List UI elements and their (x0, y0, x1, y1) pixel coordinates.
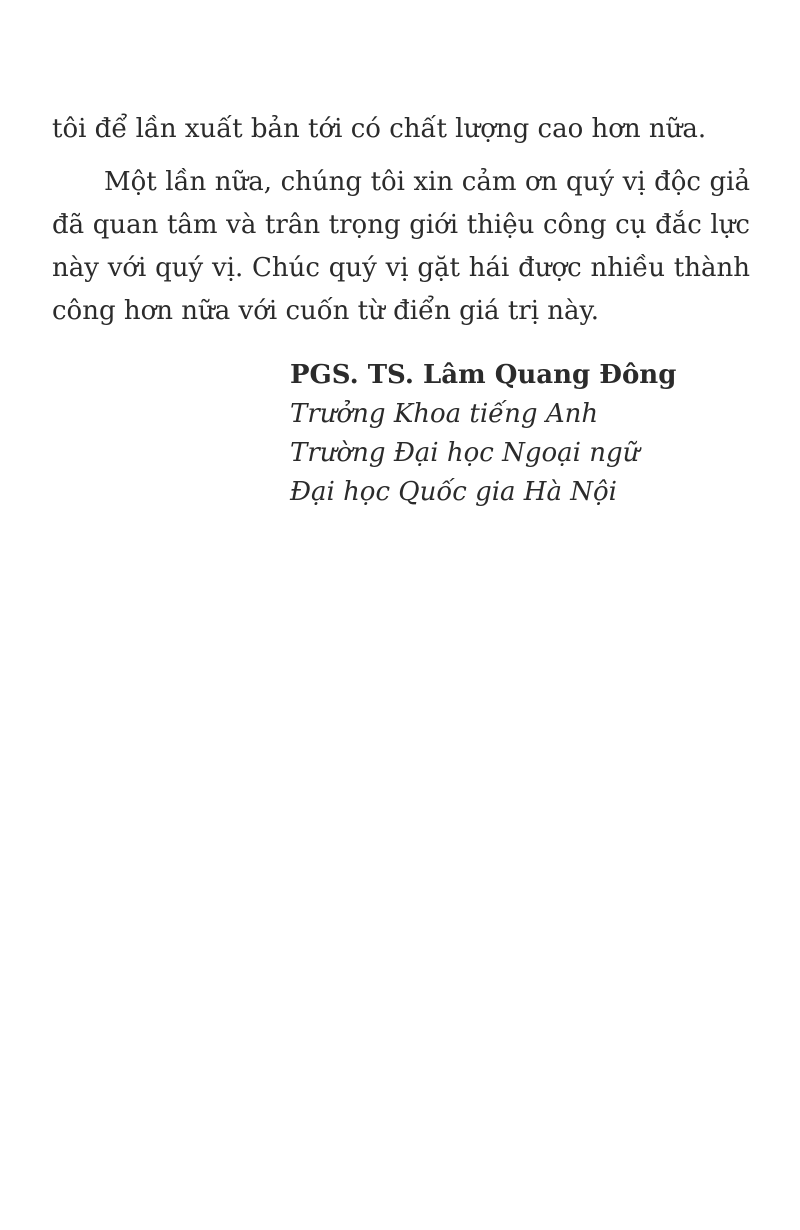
author-name: PGS. TS. Lâm Quang Đông (290, 360, 677, 390)
signature-block (290, 356, 750, 512)
body-text (52, 108, 750, 333)
closing-paragraph: Một lần nữa, chúng tôi xin cảm ơn quý vị độc giả đã quan tâm và trân trọng giới thiệu công cụ đắc lực này với quý vị. Chúc quý vị gặt hái được nhiều thành công hơn nữa với cuốn từ điển giá trị này. (52, 167, 750, 326)
continuation-paragraph: tôi để lần xuất bản tới có chất lượng cao hơn nữa. (52, 114, 707, 144)
author-university: Trường Đại học Ngoại ngữ (290, 438, 640, 468)
author-institution: Đại học Quốc gia Hà Nội (290, 477, 617, 507)
author-position: Trưởng Khoa tiếng Anh (290, 399, 599, 429)
